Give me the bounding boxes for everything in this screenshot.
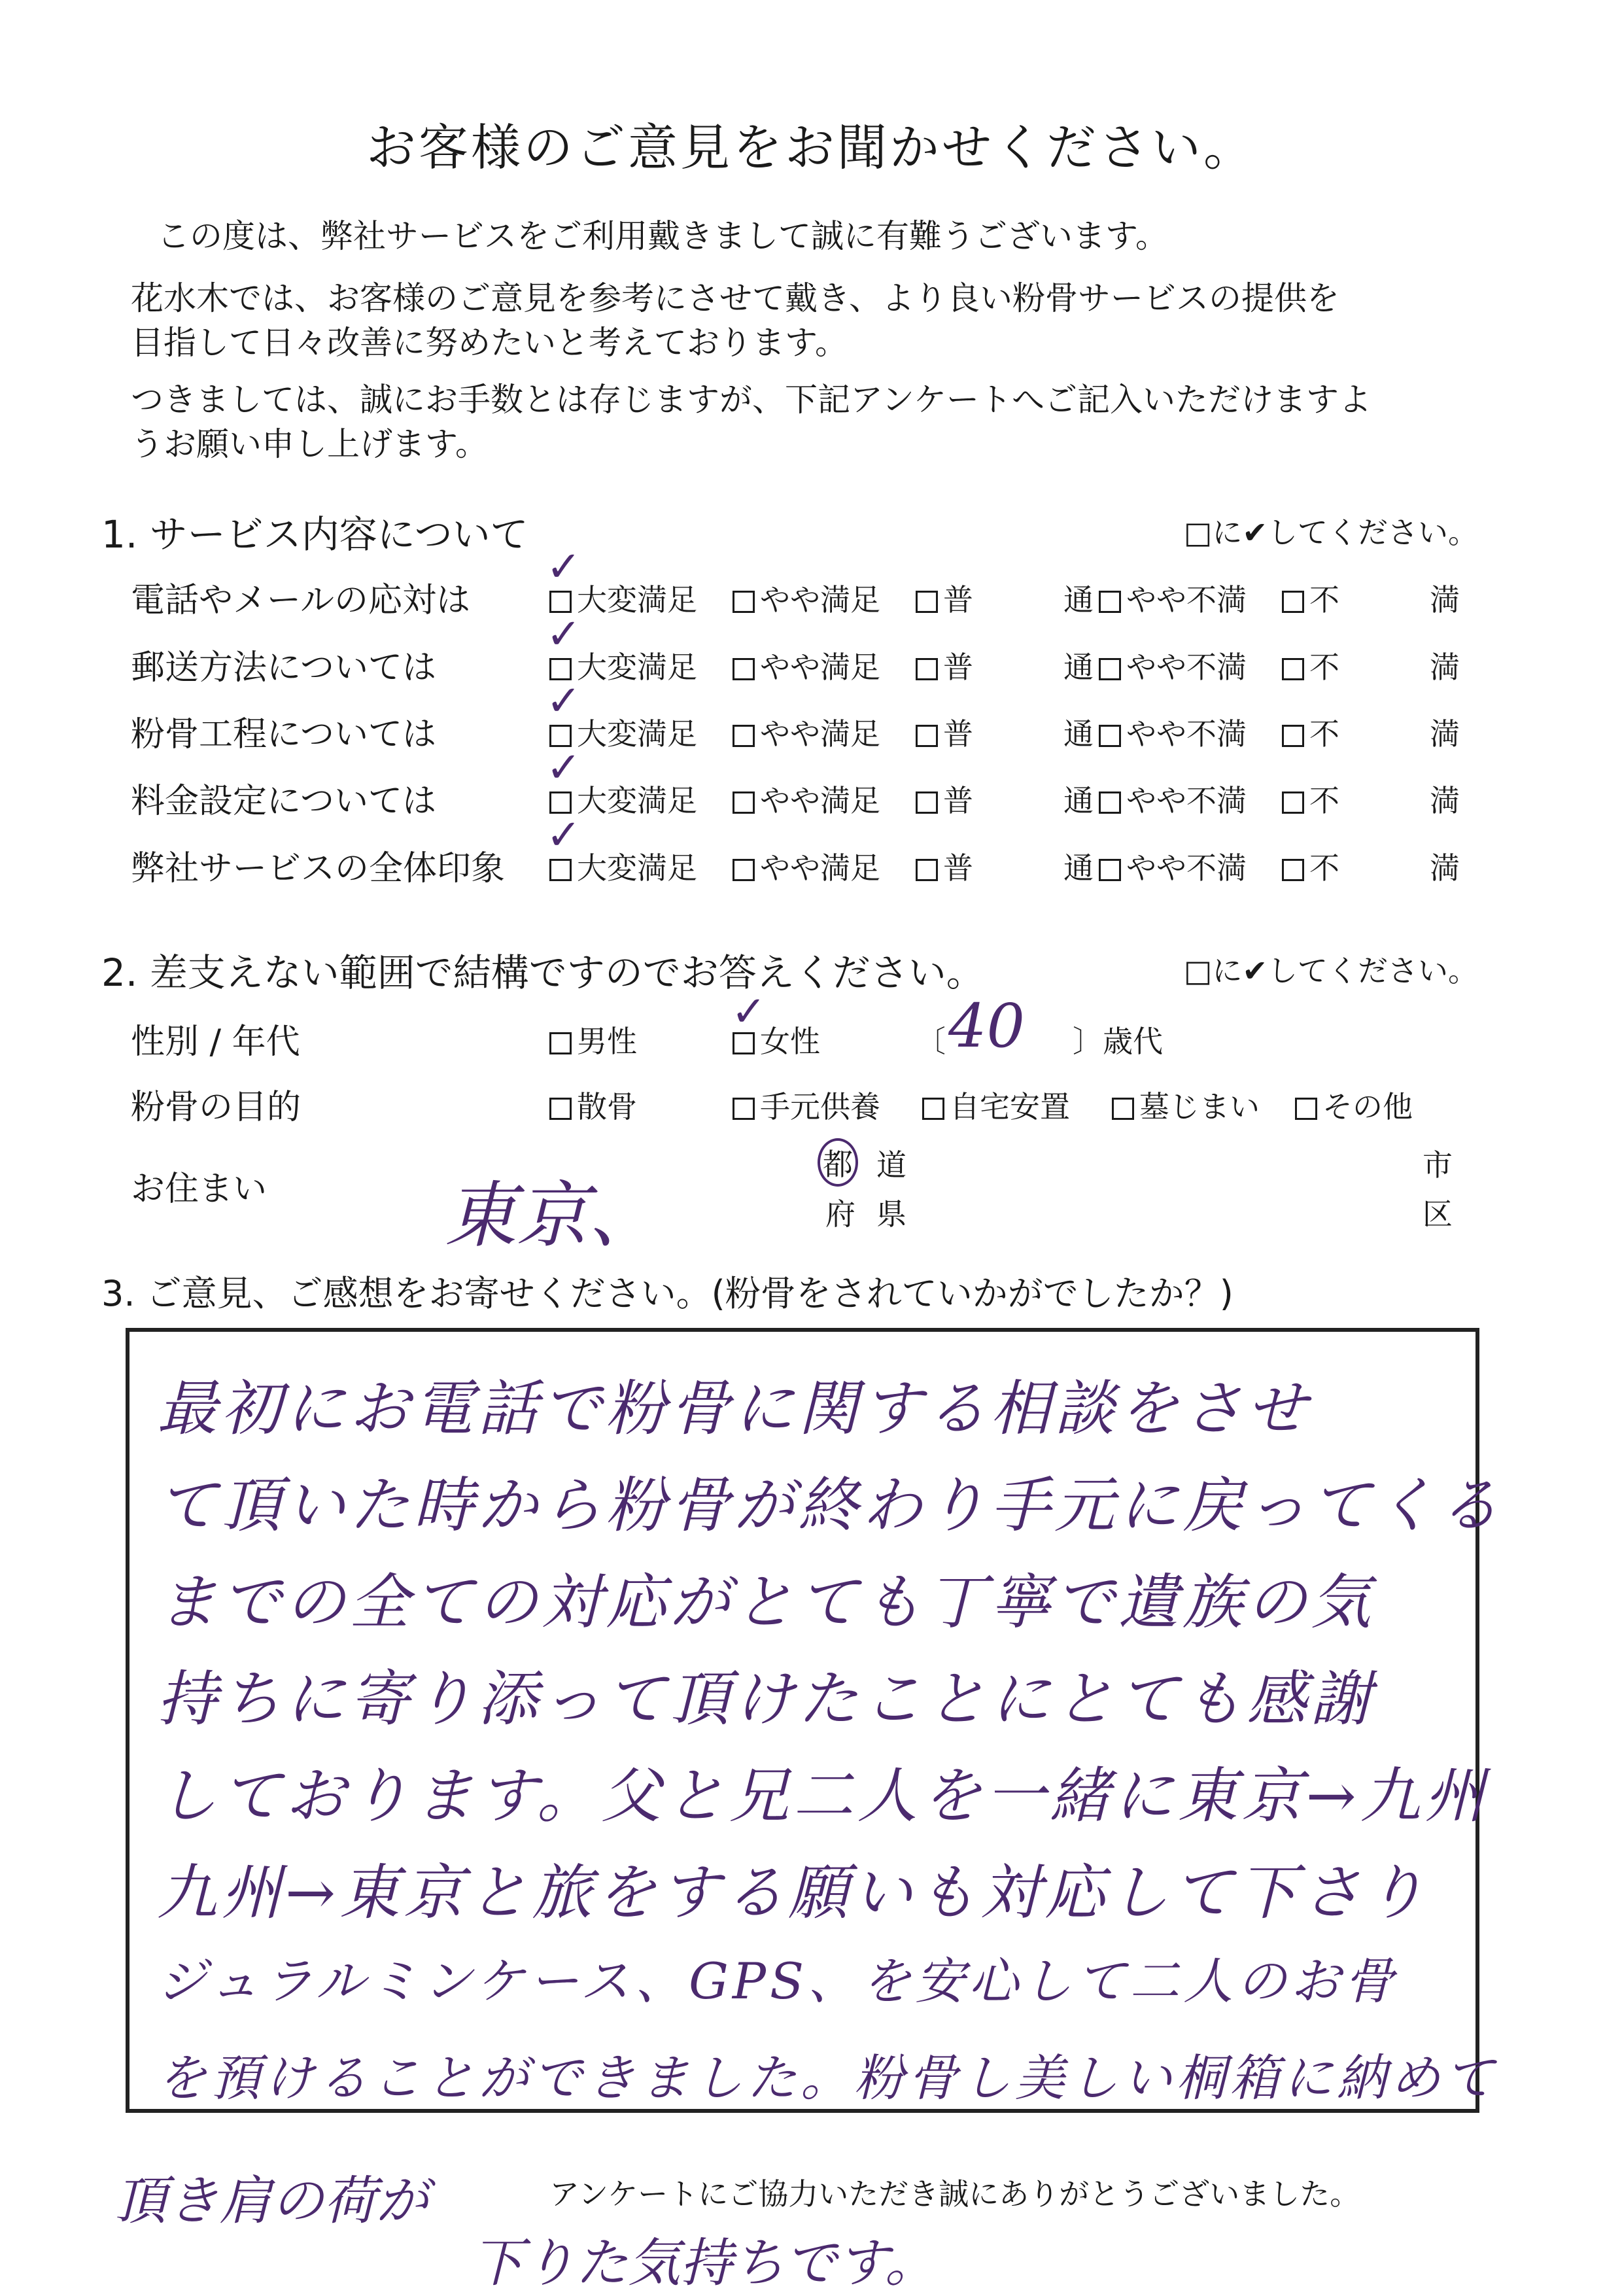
rating-checkbox[interactable] — [549, 591, 572, 613]
rating-checkbox[interactable] — [733, 658, 755, 680]
prefecture-to — [818, 1138, 858, 1187]
rating-checkbox[interactable] — [1099, 591, 1121, 613]
comment-line: を預けることができました。粉骨し美しい桐箱に納めて — [157, 2049, 1498, 2107]
check-mark-icon: ✓ — [546, 744, 581, 792]
rating-option-label: 大変満足 — [577, 582, 697, 617]
rating-option[interactable] — [1099, 576, 1247, 619]
rating-checkbox[interactable] — [1099, 791, 1121, 814]
rating-option[interactable] — [733, 710, 880, 754]
rating-checkbox[interactable] — [1099, 658, 1121, 680]
rating-option-label: 大変満足 — [577, 650, 697, 685]
section2-note: □に✔してください。 — [1184, 953, 1479, 988]
rating-option-label: 不 満 — [1309, 582, 1460, 617]
intro-line: うお願い申し上げます。 — [131, 425, 488, 463]
rating-option[interactable] — [1282, 710, 1460, 754]
comment-line: 九州→東京と旅をする願いも対応して下さり — [157, 1858, 1430, 1928]
rating-option-label: 大変満足 — [577, 783, 697, 818]
rating-checkbox[interactable] — [733, 791, 755, 814]
rating-checkbox[interactable] — [916, 859, 938, 881]
purpose-checkbox[interactable] — [733, 1098, 755, 1120]
rating-checkbox[interactable] — [916, 591, 938, 613]
rating-option-label: 普 通 — [943, 650, 1094, 685]
rating-option[interactable] — [733, 844, 880, 888]
age-value[interactable]: 40 — [948, 991, 1026, 1061]
rating-option-label: 不 満 — [1309, 716, 1460, 752]
rating-checkbox[interactable] — [1099, 859, 1121, 881]
check-mark-icon: ✓ — [546, 677, 581, 725]
rating-option-label: やや満足 — [760, 582, 880, 617]
purpose-option[interactable] — [1112, 1083, 1260, 1126]
rating-checkbox[interactable] — [1099, 725, 1121, 747]
female-label: 女性 — [760, 1024, 820, 1059]
residence-value[interactable]: 東京、 — [445, 1174, 661, 1257]
rating-option-label: 大変満足 — [577, 850, 697, 886]
purpose-text: 散骨 — [577, 1089, 637, 1124]
residence-label: お住まい — [131, 1170, 267, 1209]
purpose-checkbox[interactable] — [922, 1098, 944, 1120]
rating-option[interactable] — [733, 576, 880, 619]
comment-line: までの全ての対応がとても丁寧で遺族の気 — [157, 1567, 1375, 1637]
footer-thanks: アンケートにご協力いただき誠にありがとうございました。 — [549, 2176, 1360, 2212]
purpose-text: その他 — [1322, 1089, 1413, 1124]
purpose-option[interactable] — [549, 1083, 637, 1126]
comment-line: 最初にお電話で粉骨に関する相談をさせ — [157, 1374, 1311, 1444]
check-mark-icon: ✓ — [546, 543, 581, 591]
comment-line: て頂いた時から粉骨が終わり手元に戻ってくる — [157, 1470, 1504, 1540]
rating-checkbox[interactable] — [1282, 658, 1304, 680]
rating-option-label: やや不満 — [1126, 582, 1247, 617]
prefecture-do: 道 — [876, 1147, 906, 1183]
rating-option[interactable] — [916, 576, 1094, 619]
intro-line: 花水木では、お客様のご意見を参考にさせて戴き、より良い粉骨サービスの提供を — [131, 279, 1339, 317]
purpose-checkbox[interactable] — [1295, 1098, 1317, 1120]
purpose-text: 手元供養 — [760, 1089, 880, 1124]
rating-option[interactable] — [916, 844, 1094, 888]
rating-checkbox[interactable] — [1282, 791, 1304, 814]
intro-line: つきましては、誠にお手数とは存じますが、下記アンケートへご記入いただけますよ — [131, 381, 1372, 419]
rating-option[interactable] — [733, 777, 880, 820]
rating-option[interactable] — [916, 777, 1094, 820]
male-checkbox[interactable] — [549, 1032, 572, 1054]
rating-option-label: やや満足 — [760, 716, 880, 752]
section1-heading: 1. サービス内容について — [101, 512, 528, 557]
gender-male-option[interactable] — [549, 1018, 637, 1061]
rating-checkbox[interactable] — [916, 658, 938, 680]
page-title: お客様のご意見をお聞かせください。 — [366, 118, 1256, 177]
rating-checkbox[interactable] — [549, 791, 572, 814]
city-ku: 区 — [1423, 1196, 1453, 1232]
prefecture-ken: 県 — [876, 1196, 906, 1232]
rating-checkbox[interactable] — [1282, 859, 1304, 881]
rating-checkbox[interactable] — [916, 725, 938, 747]
purpose-text: 自宅安置 — [950, 1089, 1070, 1124]
rating-option[interactable] — [1099, 710, 1247, 754]
rating-option-label: 大変満足 — [577, 716, 697, 752]
section2-heading: 2. 差支えない範囲で結構ですのでお答えください。 — [101, 950, 984, 995]
comment-overflow-line: 頂き肩の荷が — [114, 2170, 428, 2231]
prefecture-to-circled: 都 — [818, 1138, 858, 1187]
purpose-label: 粉骨の目的 — [131, 1088, 302, 1127]
rating-option[interactable] — [916, 710, 1094, 754]
age-suffix: 〕歳代 — [1073, 1024, 1163, 1059]
comment-overflow-line-2: 下りた気持ちです。 — [471, 2233, 937, 2293]
rating-option-label: 不 満 — [1309, 783, 1460, 818]
age-open-bracket: 〔 — [916, 1024, 946, 1059]
gender-age-label: 性別 / 年代 — [131, 1022, 300, 1062]
rating-option[interactable] — [1282, 777, 1460, 820]
rating-option[interactable] — [1099, 777, 1247, 820]
check-mark-icon: ✓ — [546, 610, 581, 659]
section1-note: □に✔してください。 — [1184, 515, 1479, 550]
rating-option-label: 普 通 — [943, 850, 1094, 886]
rating-checkbox[interactable] — [733, 591, 755, 613]
rating-option[interactable] — [1282, 844, 1460, 888]
row-label: 粉骨工程については — [131, 715, 436, 754]
rating-option-label: 普 通 — [943, 716, 1094, 752]
rating-checkbox[interactable] — [733, 859, 755, 881]
rating-checkbox[interactable] — [916, 791, 938, 814]
section3-heading: 3. ご意見、ご感想をお寄せください。(粉骨をされていかがでしたか？) — [101, 1273, 1234, 1314]
comment-line: 持ちに寄り添って頂けたことにとても感謝 — [157, 1664, 1375, 1734]
check-mark-icon: ✓ — [546, 811, 581, 860]
rating-option[interactable] — [1282, 644, 1460, 687]
rating-option[interactable] — [916, 644, 1094, 687]
rating-option-label: 普 通 — [943, 582, 1094, 617]
rating-option-label: やや満足 — [760, 850, 880, 886]
rating-option[interactable] — [1099, 844, 1247, 888]
rating-option-label: 不 満 — [1309, 650, 1460, 685]
rating-checkbox[interactable] — [549, 859, 572, 881]
row-label: 料金設定については — [131, 782, 436, 821]
male-label: 男性 — [577, 1024, 637, 1059]
rating-option[interactable] — [1099, 644, 1247, 687]
rating-option-label: やや満足 — [760, 783, 880, 818]
row-label: 電話やメールの応対は — [131, 581, 470, 620]
intro-line: 目指して日々改善に努めたいと考えております。 — [131, 324, 848, 362]
comment-line: しております。父と兄二人を一緒に東京→九州 — [157, 1761, 1489, 1831]
purpose-checkbox[interactable] — [549, 1098, 572, 1120]
purpose-checkbox[interactable] — [1112, 1098, 1134, 1120]
rating-option-label: やや不満 — [1126, 783, 1247, 818]
rating-checkbox[interactable] — [1282, 725, 1304, 747]
purpose-option[interactable] — [1295, 1083, 1413, 1126]
purpose-option[interactable] — [733, 1083, 880, 1126]
rating-option-label: 普 通 — [943, 783, 1094, 818]
row-label: 弊社サービスの全体印象 — [131, 849, 506, 888]
purpose-text: 墓じまい — [1139, 1089, 1260, 1124]
intro-line: この度は、弊社サービスをご利用戴きまして誠に有難うございます。 — [157, 217, 1168, 255]
rating-option[interactable] — [733, 644, 880, 687]
rating-option-label: 不 満 — [1309, 850, 1460, 886]
row-label: 郵送方法については — [131, 648, 436, 687]
rating-checkbox[interactable] — [733, 725, 755, 747]
rating-checkbox[interactable] — [1282, 591, 1304, 613]
rating-option[interactable] — [1282, 576, 1460, 619]
rating-option-label: やや不満 — [1126, 650, 1247, 685]
city-shi: 市 — [1423, 1147, 1453, 1183]
rating-option-label: やや満足 — [760, 650, 880, 685]
purpose-option[interactable] — [922, 1083, 1070, 1126]
prefecture-fu: 府 — [825, 1196, 855, 1232]
rating-option-label: やや不満 — [1126, 716, 1247, 752]
female-check-mark-icon: ✓ — [731, 988, 767, 1036]
rating-option-label: やや不満 — [1126, 850, 1247, 886]
comment-line: ジュラルミンケース、GPS、を安心して二人のお骨 — [157, 1952, 1398, 2010]
